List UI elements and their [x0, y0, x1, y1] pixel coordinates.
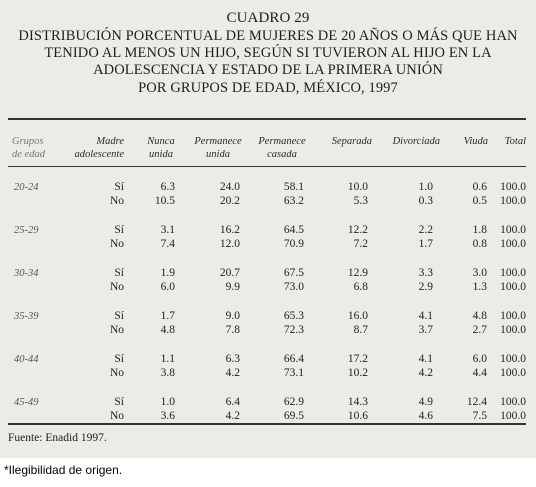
header-widowed: Viuda	[463, 136, 488, 147]
table-cell: 1.0	[418, 181, 433, 193]
table-cell: 65.3	[283, 310, 304, 322]
table-cell: 6.8	[353, 281, 368, 293]
teen-mother-cell: No	[109, 281, 124, 293]
table-cell: 4.8	[472, 310, 487, 322]
header-separated: Separada	[331, 136, 372, 147]
table-cell: 4.2	[225, 410, 240, 422]
table-cell: 10.0	[347, 181, 368, 193]
age-group-label: 20-24	[14, 182, 39, 193]
teen-mother-cell: No	[109, 324, 124, 336]
table-title-line-3: ADOLESCENCIA Y ESTADO DE LA PRIMERA UNIÓN	[93, 62, 443, 78]
table-cell: 1.3	[472, 281, 487, 293]
table-cell: 10.6	[347, 410, 368, 422]
table-cell: 4.4	[472, 367, 487, 379]
table-title-line-2: TENIDO AL MENOS UN HIJO, SEGÚN SI TUVIERON AL HIJO EN LA	[44, 45, 492, 61]
bottom-rule	[8, 423, 526, 425]
table-cell: 100.0	[500, 224, 526, 236]
header-rule	[8, 166, 526, 167]
table-cell: 64.5	[283, 224, 304, 236]
table-cell: 4.6	[418, 410, 433, 422]
table-cell: 7.5	[472, 410, 487, 422]
table-cell: 4.8	[160, 324, 175, 336]
table-cell: 3.0	[472, 267, 487, 279]
table-cell: 4.1	[418, 310, 433, 322]
table-cell: 10.5	[154, 195, 175, 207]
table-cell: 100.0	[500, 310, 526, 322]
table-cell: 3.1	[160, 224, 175, 236]
table-cell: 16.2	[219, 224, 240, 236]
table-cell: 8.7	[353, 324, 368, 336]
table-cell: 63.2	[283, 195, 304, 207]
table-cell: 100.0	[500, 281, 526, 293]
legibility-note: *Ilegibilidad de origen.	[4, 463, 123, 477]
top-rule	[8, 118, 526, 120]
table-cell: 100.0	[500, 324, 526, 336]
table-cell: 12.9	[347, 267, 368, 279]
header-remains-united: Permanece unida	[194, 136, 242, 160]
table-cell: 66.4	[283, 353, 304, 365]
table-cell: 0.3	[418, 195, 433, 207]
table-cell: 100.0	[500, 396, 526, 408]
table-cell: 0.5	[472, 195, 487, 207]
age-group-label: 45-49	[14, 397, 39, 408]
table-cell: 100.0	[500, 353, 526, 365]
table-cell: 9.0	[225, 310, 240, 322]
table-cell: 20.2	[219, 195, 240, 207]
table-cell: 20.7	[219, 267, 240, 279]
header-age-group: Grupos de edad	[12, 136, 45, 160]
table-number: CUADRO 29	[226, 10, 310, 26]
source-note: Fuente: Enadid 1997.	[8, 432, 107, 444]
header-teen-mother: Madre adolescente	[74, 136, 124, 160]
table-cell: 2.2	[418, 224, 433, 236]
table-cell: 100.0	[500, 238, 526, 250]
table-cell: 14.3	[347, 396, 368, 408]
table-cell: 1.1	[160, 353, 175, 365]
header-divorced: Divorciada	[392, 136, 440, 147]
table-cell: 9.9	[225, 281, 240, 293]
teen-mother-cell: No	[109, 195, 124, 207]
table-cell: 1.0	[160, 396, 175, 408]
table-cell: 3.7	[418, 324, 433, 336]
table-cell: 6.4	[225, 396, 240, 408]
header-total: Total	[504, 136, 526, 147]
teen-mother-cell: No	[109, 367, 124, 379]
table-cell: 100.0	[500, 367, 526, 379]
header-remains-married: Permanece casada	[258, 136, 306, 160]
table-cell: 70.9	[283, 238, 304, 250]
header-never-united: Nunca unida	[147, 136, 175, 160]
teen-mother-cell: Sí	[114, 353, 124, 365]
table-cell: 73.0	[283, 281, 304, 293]
teen-mother-cell: Sí	[114, 267, 124, 279]
table-cell: 7.4	[160, 238, 175, 250]
table-title-line-1: DISTRIBUCIÓN PORCENTUAL DE MUJERES DE 20 AÑOS O MÁS QUE HAN	[18, 28, 518, 44]
age-group-label: 35-39	[14, 311, 39, 322]
teen-mother-cell: Sí	[114, 310, 124, 322]
table-cell: 4.1	[418, 353, 433, 365]
table-cell: 7.8	[225, 324, 240, 336]
teen-mother-cell: No	[109, 238, 124, 250]
table-cell: 100.0	[500, 410, 526, 422]
table-cell: 4.2	[225, 367, 240, 379]
table-cell: 72.3	[283, 324, 304, 336]
table-cell: 62.9	[283, 396, 304, 408]
table-cell: 12.2	[347, 224, 368, 236]
table-cell: 2.9	[418, 281, 433, 293]
table-cell: 58.1	[283, 181, 304, 193]
table-cell: 5.3	[353, 195, 368, 207]
table-cell: 1.7	[160, 310, 175, 322]
table-title-line-4: POR GRUPOS DE EDAD, MÉXICO, 1997	[138, 80, 398, 96]
table-cell: 17.2	[347, 353, 368, 365]
table-cell: 1.9	[160, 267, 175, 279]
table-cell: 69.5	[283, 410, 304, 422]
teen-mother-cell: No	[109, 410, 124, 422]
table-cell: 73.1	[283, 367, 304, 379]
age-group-label: 40-44	[14, 354, 39, 365]
table-cell: 3.6	[160, 410, 175, 422]
age-group-label: 30-34	[14, 268, 39, 279]
table-cell: 3.8	[160, 367, 175, 379]
table-cell: 6.0	[160, 281, 175, 293]
table-cell: 2.7	[472, 324, 487, 336]
teen-mother-cell: Sí	[114, 224, 124, 236]
table-cell: 100.0	[500, 195, 526, 207]
age-group-label: 25-29	[14, 225, 39, 236]
table-cell: 24.0	[219, 181, 240, 193]
table-cell: 100.0	[500, 267, 526, 279]
table-cell: 6.3	[225, 353, 240, 365]
table-cell: 12.0	[219, 238, 240, 250]
table-cell: 7.2	[353, 238, 368, 250]
table-cell: 1.8	[472, 224, 487, 236]
table-cell: 4.2	[418, 367, 433, 379]
table-cell: 100.0	[500, 181, 526, 193]
table-cell: 3.3	[418, 267, 433, 279]
table-cell: 0.6	[472, 181, 487, 193]
table-cell: 10.2	[347, 367, 368, 379]
table-cell: 1.7	[418, 238, 433, 250]
table-cell: 6.3	[160, 181, 175, 193]
teen-mother-cell: Sí	[114, 181, 124, 193]
table-cell: 12.4	[466, 396, 487, 408]
table-cell: 4.9	[418, 396, 433, 408]
table-cell: 6.0	[472, 353, 487, 365]
table-cell: 67.5	[283, 267, 304, 279]
table-cell: 16.0	[347, 310, 368, 322]
teen-mother-cell: Sí	[114, 396, 124, 408]
table-cell: 0.8	[472, 238, 487, 250]
